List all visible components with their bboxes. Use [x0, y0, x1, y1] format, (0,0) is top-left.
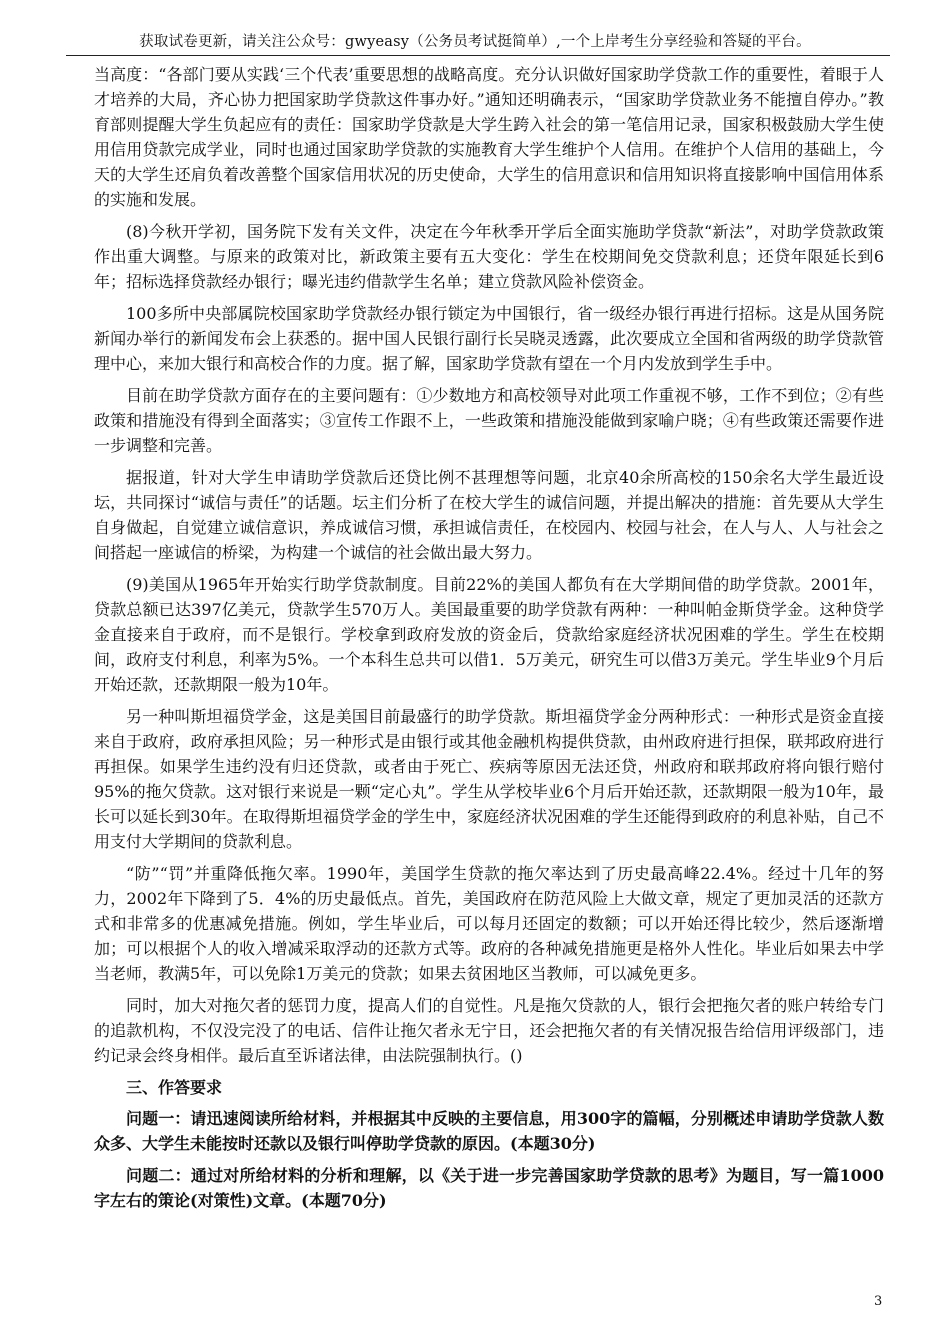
header-notice: 获取试卷更新，请关注公众号：gwyeasy（公务员考试挺简单）,一个上岸考生分享经验和答疑的平台。 [139, 34, 811, 50]
paragraph-9: (9)美国从1965年开始实行助学贷款制度。目前22%的美国人都负有在大学期间借的助学贷款。2001年，贷款总额已达397亿美元，贷款学生570万人。美国最重要的助学贷款有两种：一种叫帕金斯贷学金。这种贷学金直接来自于政府，而不是银行。学校拿到政府发放的资金后，贷款给家庭经济状况困难的学生。学生在校期间，政府支付利息，利率为5%。一个本科生总共可以借1．5万美元，研究生可以借3万美元。学生毕业9个月后开始还款，还款期限一般为10年。 [94, 575, 884, 694]
paragraph-bank-tender: 100多所中央部属院校国家助学贷款经办银行锁定为中国银行，省一级经办银行再进行招标。这是从国务院新闻办举行的新闻发布会上获悉的。据中国人民银行副行长吴晓灵透露，此次要成立全国和省两级的助学贷款管理中心，来加大银行和高校合作的力度。据了解，国家助学贷款有望在一个月内发放到学生手中。 [94, 304, 884, 373]
question-two: 问题二：通过对所给材料的分析和理解，以《关于进一步完善国家助学贷款的思考》为题目，写一篇1000字左右的策论(对策性)文章。(本题70分) [94, 1166, 884, 1210]
section-heading: 三、作答要求 [126, 1078, 223, 1097]
document-body [94, 62, 884, 1220]
page-number: 3 [874, 1294, 883, 1309]
paragraph-stafford-loan: 另一种叫斯坦福贷学金，这是美国目前最盛行的助学贷款。斯坦福贷学金分两种形式：一种形式是资金直接来自于政府，政府承担风险；另一种形式是由银行或其他金融机构提供贷款，由州政府进行担保，联邦政府进行再担保。如果学生违约没有归还贷款，或者由于死亡、疾病等原因无法还贷，州政府和联邦政府将向银行赔付95%的拖欠贷款。这对银行来说是一颗“定心丸”。学生从学校毕业6个月后开始还款，还款期限一般为10年，最长可以延长到30年。在取得斯坦福贷学金的学生中，家庭经济状况困难的学生还能得到政府的利息补贴，自己不用支付大学期间的贷款利息。 [94, 707, 884, 851]
paragraph-8: (8)今秋开学初，国务院下发有关文件，决定在今年秋季开学后全面实施助学贷款“新法”，对助学贷款政策作出重大调整。与原来的政策对比，新政策主要有五大变化：学生在校期间免交贷款利息；还贷年限延长到6年；招标选择贷款经办银行；曝光违约借款学生名单；建立贷款风险补偿资金。 [94, 222, 884, 291]
paragraph-integrity-forum: 据报道，针对大学生申请助学贷款后还贷比例不甚理想等问题，北京40余所高校的150余名大学生最近设坛，共同探讨“诚信与责任”的话题。坛主们分析了在校大学生的诚信问题，并提出解决的措施：首先要从大学生自身做起，自觉建立诚信意识，养成诚信习惯，承担诚信责任，在校园内、校园与社会，在人与人、人与社会之间搭起一座诚信的桥梁，为构建一个诚信的社会做出最大努力。 [94, 468, 884, 562]
question-one: 问题一：请迅速阅读所给材料，并根据其中反映的主要信息，用300字的篇幅，分别概述申请助学贷款人数众多、大学生未能按时还款以及银行叫停助学贷款的原因。(本题30分) [94, 1109, 884, 1153]
paragraph-penalties: 同时，加大对拖欠者的惩罚力度，提高人们的自觉性。凡是拖欠贷款的人，银行会把拖欠者的账户转给专门的追款机构，不仅没完没了的电话、信件让拖欠者永无宁日，还会把拖欠者的有关情况报告给信用评级部门，违约记录会终身相伴。最后直至诉诸法律，由法院强制执行。() [94, 996, 884, 1065]
paragraph-default-rate: “防”“罚”并重降低拖欠率。1990年，美国学生贷款的拖欠率达到了历史最高峰22.4%。经过十几年的努力，2002年下降到了5．4%的历史最低点。首先，美国政府在防范风险上大做文章，规定了更加灵活的还款方式和非常多的优惠减免措施。例如，学生毕业后，可以每月还固定的数额；可以开始还得比较少，然后逐渐增加；可以根据个人的收入增减采取浮动的还款方式等。政府的各种减免措施更是格外人性化。毕业后如果去中学当老师，教满5年，可以免除1万美元的贷款；如果去贫困地区当教师，可以减免更多。 [94, 864, 884, 983]
header-divider [66, 55, 890, 56]
paragraph-continuation: 当高度：“各部门要从实践‘三个代表’重要思想的战略高度。充分认识做好国家助学贷款工作的重要性，着眼于人才培养的大局，齐心协力把国家助学贷款这件事办好。”通知还明确表示，“国家助学贷款业务不能擅自停办。”教育部则提醒大学生负起应有的责任：国家助学贷款是大学生跨入社会的第一笔信用记录，国家积极鼓励大学生使用信用贷款完成学业，同时也通过国家助学贷款的实施教育大学生维护个人信用。在维护个人信用的基础上，今天的大学生还肩负着改善整个国家信用状况的历史使命，大学生的信用意识和信用知识将直接影响中国信用体系的实施和发展。 [94, 65, 884, 209]
paragraph-main-problems: 目前在助学贷款方面存在的主要问题有：①少数地方和高校领导对此项工作重视不够，工作不到位；②有些政策和措施没有得到全面落实；③宣传工作跟不上，一些政策和措施没能做到家喻户晓；④有些政策还需要作进一步调整和完善。 [94, 386, 884, 455]
